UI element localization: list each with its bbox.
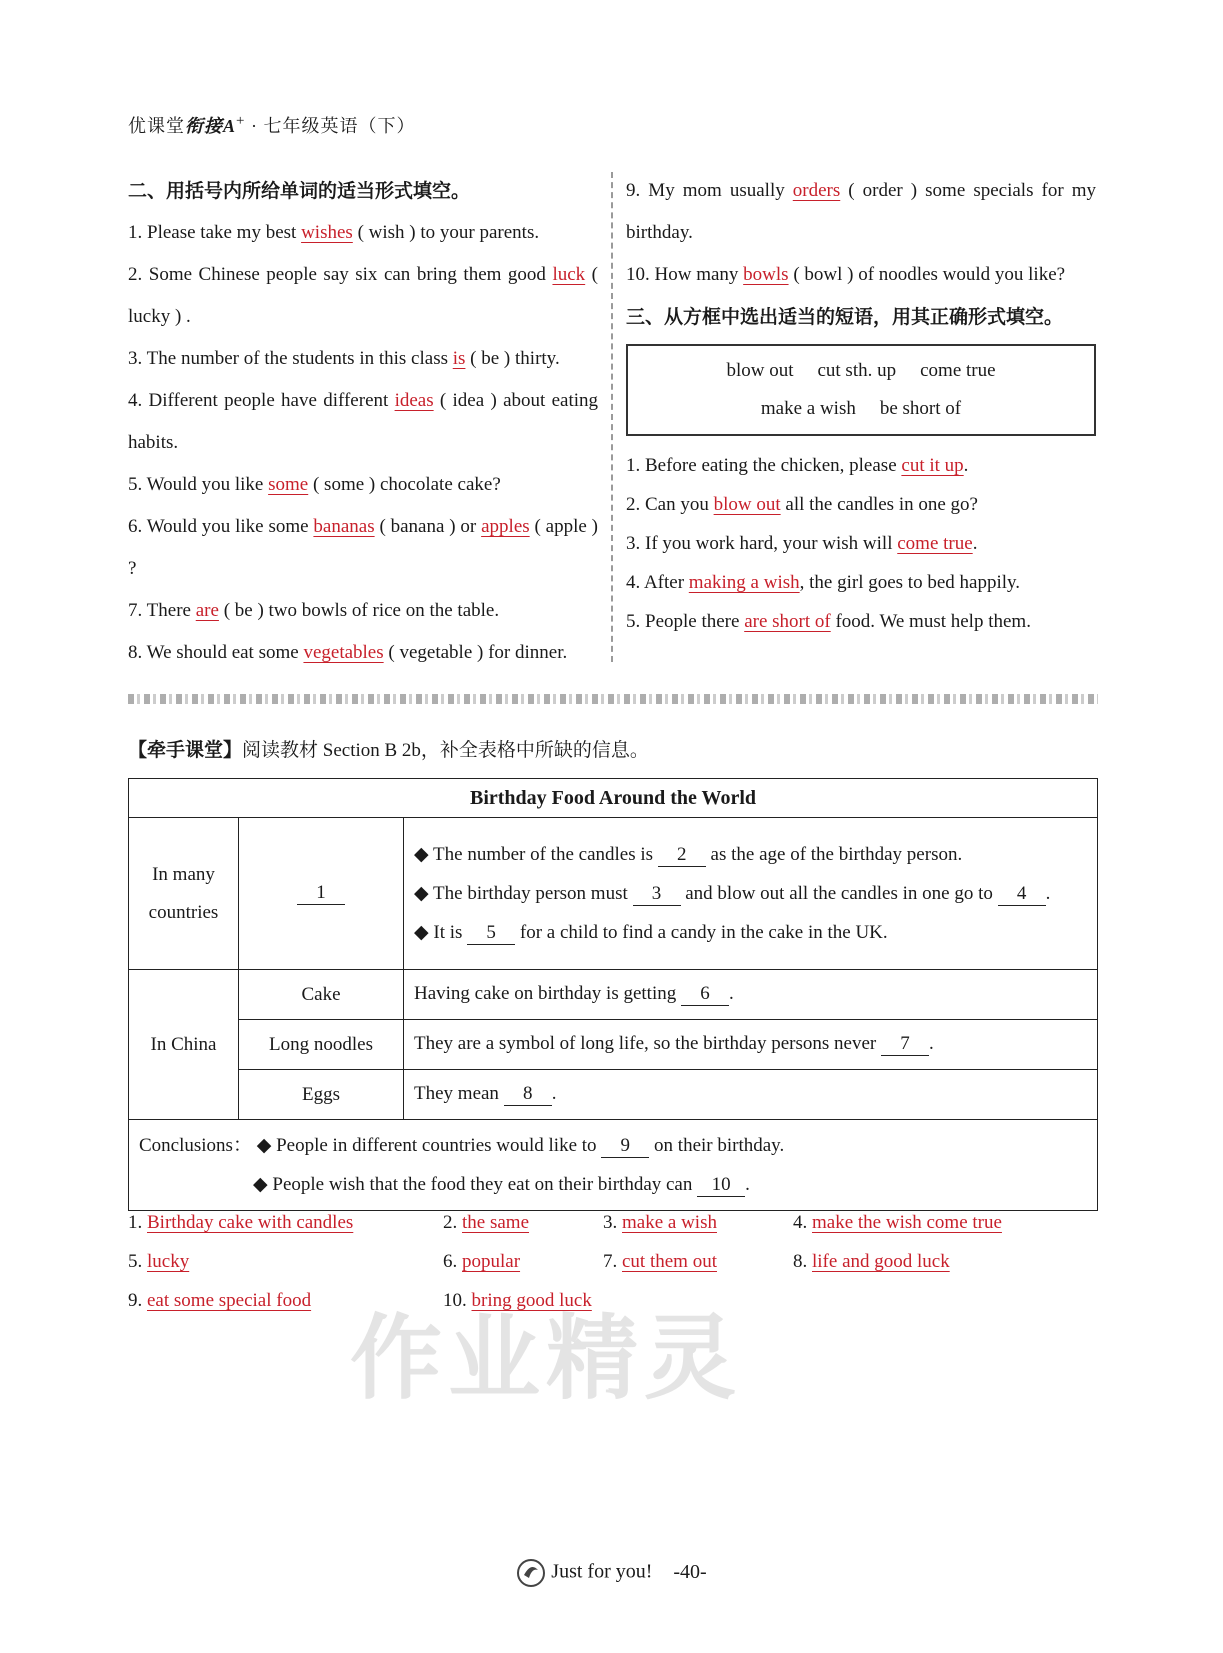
phrase-box	[626, 344, 1096, 436]
page-footer	[0, 1558, 1223, 1588]
footer-slogan: Just for you!	[551, 1560, 653, 1583]
section3-title: 三、从方框中选出适当的短语，用其正确形式填空。	[626, 306, 1064, 328]
cake-label: Cake	[239, 970, 404, 1020]
phrase: cut sth. up	[817, 360, 897, 381]
many-countries-bullets: ◆ The number of the candles is 2 as the age of the birthday person. ◆ The birthday person must 3 and blow out all the candles in one go to 4 . ◆ It is 5 for a child to find a candy in the cake in the UK.	[404, 818, 1098, 970]
page-header	[128, 112, 415, 138]
logo-icon	[516, 1558, 546, 1588]
row-label-china: In China	[129, 970, 239, 1120]
cake-cell: Having cake on birthday is getting 6 .	[404, 970, 1098, 1020]
list-item: 10. How many bowls ( bowl ) of noodles would you like?	[626, 264, 1066, 285]
noodles-cell: They are a symbol of long life, so the birthday persons never 7 .	[404, 1020, 1098, 1070]
subject-label: · 七年级英语（下）	[250, 116, 416, 136]
page-number: -40-	[673, 1560, 707, 1583]
list-item: 2. Can you blow out all the candles in one go?	[626, 494, 978, 515]
ornament-divider	[128, 694, 1098, 704]
list-item: 2. Some Chinese people say six can bring them good luck ( lucky ) .	[128, 264, 599, 327]
list-item: 3. If you work hard, your wish will come true.	[626, 533, 978, 554]
list-item: 3. The number of the students in this class is ( be ) thirty.	[128, 348, 560, 369]
answer-item: 7. cut them out	[603, 1251, 717, 1272]
intro-label: 【牵手课堂】	[128, 739, 243, 761]
list-item: 5. Would you like some ( some ) chocolate cake?	[128, 474, 501, 495]
answer-item: 6. popular	[443, 1251, 521, 1272]
intro-text: 阅读教材 Section B 2b，补全表格中所缺的信息。	[242, 740, 649, 761]
noodles-label: Long noodles	[239, 1020, 404, 1070]
blank-1-cell: 1	[239, 818, 404, 970]
list-item: 8. We should eat some vegetables ( vegetable ) for dinner.	[128, 642, 568, 663]
eggs-cell: They mean 8 .	[404, 1070, 1098, 1120]
reading-intro	[128, 735, 649, 762]
brand-mark: 衔接A	[185, 116, 237, 136]
watermark: 作业精灵	[350, 1305, 743, 1412]
eggs-label: Eggs	[239, 1070, 404, 1120]
answer-item: 10. bring good luck	[443, 1290, 592, 1311]
conclusions-cell: Conclusions： ◆ People in different countries would like to 9 on their birthday. ◆ People wish that the food they eat on their birthday can 10 .	[129, 1120, 1098, 1211]
phrase: come true	[920, 360, 996, 381]
list-item: 6. Would you like some bananas ( banana ) or apples ( apple ) ?	[128, 516, 598, 579]
list-item: 1. Before eating the chicken, please cut it up.	[626, 455, 969, 476]
answer-item: 2. the same	[443, 1212, 530, 1233]
phrase: make a wish	[760, 398, 856, 419]
list-item: 4. Different people have different ideas ( idea ) about eating habits.	[128, 390, 599, 453]
table-title: Birthday Food Around the World	[129, 779, 1098, 818]
brand-sup: +	[236, 113, 246, 129]
answer-item: 8. life and good luck	[793, 1251, 950, 1272]
list-item: 5. People there are short of food. We must help them.	[626, 611, 1031, 632]
answer-item: 3. make a wish	[603, 1212, 717, 1233]
phrase: blow out	[726, 360, 794, 381]
column-divider	[611, 172, 613, 662]
answer-item: 4. make the wish come true	[793, 1212, 1002, 1233]
brand-name: 优课堂	[128, 116, 185, 136]
row-label-many: In many countries	[129, 818, 239, 970]
birthday-food-table	[128, 778, 1098, 1211]
phrase: be short of	[879, 398, 962, 419]
section2-title: 二、用括号内所给单词的适当形式填空。	[128, 180, 471, 202]
list-item: 4. After making a wish, the girl goes to bed happily.	[626, 572, 1021, 593]
list-item: 7. There are ( be ) two bowls of rice on the table.	[128, 600, 500, 621]
list-item: 1. Please take my best wishes ( wish ) to your parents.	[128, 222, 540, 243]
section2-left	[128, 170, 598, 674]
answer-item: 1. Birthday cake with candles	[128, 1212, 354, 1233]
section-right	[626, 170, 1096, 641]
list-item: 9. My mom usually orders ( order ) some specials for my birthday.	[626, 180, 1096, 243]
answer-item: 5. lucky	[128, 1251, 190, 1272]
answer-item: 9. eat some special food	[128, 1290, 312, 1311]
